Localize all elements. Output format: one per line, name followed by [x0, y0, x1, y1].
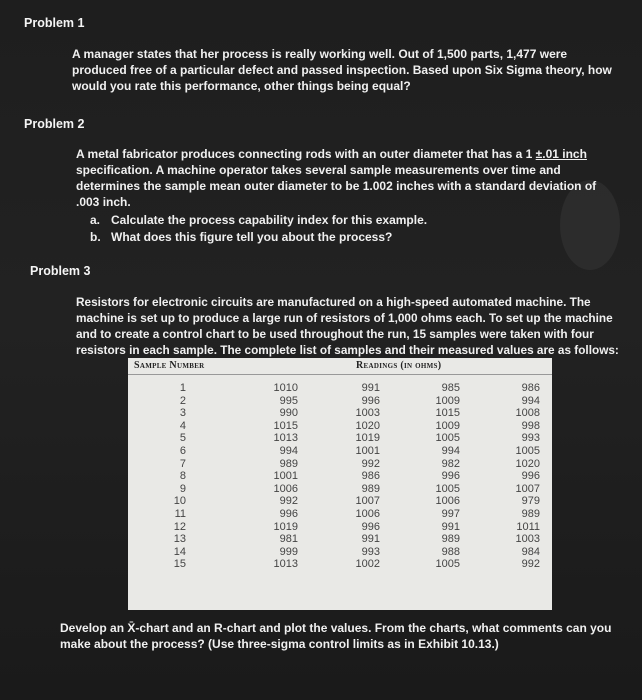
text-line: produced free of a particular defect and passed inspection. Based upon Six Sigma theory, how: [72, 63, 612, 77]
table-cell: 1020: [355, 419, 380, 432]
table-cell: 1006: [355, 507, 380, 520]
table-cell: 989: [279, 457, 298, 470]
reading-4-column: [498, 382, 540, 571]
table-cell: 15: [173, 558, 186, 571]
table-cell: 989: [361, 482, 380, 495]
table-cell: 3: [179, 407, 186, 420]
text-line: determines the sample mean outer diameter to be 1.002 inches with a standard deviation of: [76, 179, 597, 193]
table-cell: 1008: [515, 407, 540, 420]
table-cell: 1013: [273, 432, 298, 445]
table-cell: 10: [173, 495, 186, 508]
table-cell: 994: [441, 444, 460, 457]
text-line: Develop an X̄-chart and an R-chart and plot the values. From the charts, what comments can you: [60, 621, 612, 635]
sample-number-column: [156, 382, 186, 571]
text-line: would you rate this performance, other things being equal?: [72, 79, 411, 93]
table-cell: 1013: [273, 558, 298, 571]
table-cell: 996: [361, 394, 380, 407]
reading-2-column: [338, 382, 380, 571]
table-cell: 996: [361, 520, 380, 533]
table-cell: 1002: [355, 558, 380, 571]
problem-2-text: [76, 146, 596, 210]
table-cell: 994: [521, 394, 540, 407]
problem-2-part-b: [90, 229, 392, 245]
table-cell: 2: [179, 394, 186, 407]
table-cell: 1: [179, 382, 186, 394]
table-cell: 12: [173, 520, 186, 533]
table-cell: 11: [174, 507, 186, 520]
reading-3-column: [418, 382, 460, 571]
resistor-readings-table: [128, 358, 552, 610]
part-text: What does this figure tell you about the process?: [111, 230, 393, 244]
table-cell: 979: [521, 495, 540, 508]
table-cell: 1015: [273, 419, 298, 432]
table-cell: 1005: [435, 482, 460, 495]
table-cell: 1009: [435, 419, 460, 432]
table-cell: 997: [441, 507, 460, 520]
text-line: A manager states that her process is really working well. Out of 1,500 parts, 1,477 were: [72, 47, 568, 61]
table-cell: 14: [173, 545, 186, 558]
text-span: A metal fabricator produces connecting rods with an outer diameter that has a 1: [76, 147, 536, 161]
reading-1-column: [256, 382, 298, 571]
text-line: resistors in each sample. The complete list of samples and their measured values are as follows:: [76, 343, 619, 357]
table-cell: 996: [279, 507, 298, 520]
table-cell: 995: [279, 394, 298, 407]
table-cell: 986: [361, 470, 380, 483]
table-cell: 990: [279, 407, 298, 420]
table-cell: 1009: [435, 394, 460, 407]
table-cell: 1003: [515, 533, 540, 546]
table-cell: 986: [521, 382, 540, 394]
part-marker: a.: [90, 213, 101, 227]
table-cell: 984: [521, 545, 540, 558]
table-cell: 1006: [273, 482, 298, 495]
table-cell: 1005: [435, 558, 460, 571]
table-cell: 1001: [273, 470, 298, 483]
table-cell: 1005: [435, 432, 460, 445]
problem-1-heading: Problem 1: [24, 16, 85, 30]
problem-2-heading: Problem 2: [24, 117, 85, 131]
table-cell: 994: [279, 444, 298, 457]
table-cell: 1003: [355, 407, 380, 420]
table-cell: 981: [279, 533, 298, 546]
table-cell: 989: [441, 533, 460, 546]
table-cell: 996: [521, 470, 540, 483]
table-cell: 992: [361, 457, 380, 470]
text-line: and to create a control chart to be used throughout the run, 15 samples were taken with four: [76, 327, 594, 341]
table-cell: 996: [441, 470, 460, 483]
table-cell: 1019: [273, 520, 298, 533]
table-cell: 1010: [273, 382, 298, 394]
table-cell: 1006: [435, 495, 460, 508]
table-cell: 1020: [515, 457, 540, 470]
table-cell: 999: [279, 545, 298, 558]
table-cell: 982: [441, 457, 460, 470]
sample-number-header: Sample Number: [134, 360, 205, 371]
table-cell: 8: [179, 470, 186, 483]
part-text: Calculate the process capability index for this example.: [111, 213, 428, 227]
table-cell: 985: [441, 382, 460, 394]
table-cell: 993: [521, 432, 540, 445]
text-line: .003 inch.: [76, 195, 131, 209]
table-cell: 1007: [355, 495, 380, 508]
text-line: machine is set up to produce a large run of resistors of 1,000 ohms each. To set up the machine: [76, 311, 613, 325]
tolerance-underlined: ±.01 inch: [535, 147, 587, 161]
table-cell: 4: [179, 419, 186, 432]
problem-1-text: [72, 46, 612, 94]
table-cell: 1019: [355, 432, 380, 445]
table-cell: 1011: [516, 520, 540, 533]
table-header: [128, 358, 552, 375]
table-cell: 992: [521, 558, 540, 571]
table-cell: 991: [441, 520, 460, 533]
table-cell: 989: [521, 507, 540, 520]
table-cell: 998: [521, 419, 540, 432]
table-cell: 1005: [515, 444, 540, 457]
readings-header: Readings (in ohms): [356, 360, 442, 371]
text-line: Resistors for electronic circuits are manufactured on a high-speed automated machine. The: [76, 295, 591, 309]
table-cell: 993: [361, 545, 380, 558]
table-cell: 991: [361, 382, 380, 394]
problem-3-closing: [60, 620, 611, 652]
table-cell: 1007: [515, 482, 540, 495]
problem-3-text: [76, 294, 619, 358]
text-line: [76, 146, 596, 162]
text-line: specification. A machine operator takes several sample measurements over time and: [76, 163, 561, 177]
table-cell: 6: [179, 444, 186, 457]
table-cell: 1015: [435, 407, 460, 420]
table-cell: 1001: [355, 444, 380, 457]
part-marker: b.: [90, 230, 101, 244]
table-cell: 988: [441, 545, 460, 558]
table-cell: 991: [361, 533, 380, 546]
table-cell: 992: [279, 495, 298, 508]
table-cell: 13: [173, 533, 186, 546]
text-line: make about the process? (Use three-sigma control limits as in Exhibit 10.13.): [60, 637, 499, 651]
page-glare: [560, 180, 620, 270]
table-cell: 5: [179, 432, 186, 445]
problem-3-heading: Problem 3: [30, 264, 91, 278]
table-cell: 9: [179, 482, 186, 495]
table-cell: 7: [179, 457, 186, 470]
problem-2-part-a: [90, 212, 427, 228]
